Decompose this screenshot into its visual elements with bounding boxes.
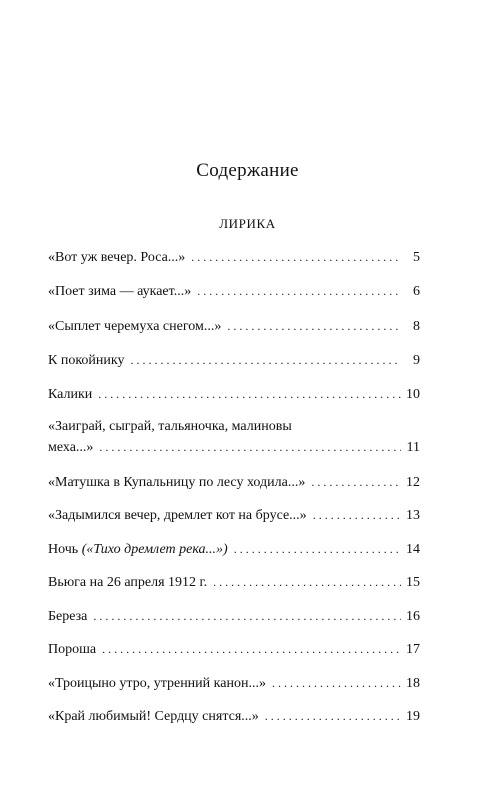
toc-entry-title: «Заиграй, сыграй, тальяночка, малиновы [48,419,292,434]
dot-leader [131,348,401,372]
dot-leader [234,537,401,561]
toc-entry-page: 17 [406,642,420,657]
toc-entry-page: 8 [413,319,420,334]
toc-entry-page: 9 [413,353,420,368]
dot-leader [227,314,401,338]
toc-entry-title-main: Ночь [48,542,82,557]
toc-entry[interactable] [48,348,420,372]
toc-entry-title: «Вот уж вечер. Роса...» [48,250,186,265]
toc-entry-page: 14 [406,542,420,557]
dot-leader [197,279,401,303]
toc-entry-page: 16 [406,609,420,624]
toc-entry[interactable] [48,279,420,303]
toc-entry[interactable] [48,570,420,594]
toc-entry-title: Пороша [48,642,97,657]
section-heading: ЛИРИКА [219,216,276,231]
toc-entry-title-continued: меха...» [48,440,94,455]
toc-entry-page: 13 [406,508,420,523]
dot-leader [99,435,401,459]
toc-entry-page: 19 [406,709,420,724]
toc-entry-title: «Край любимый! Сердцу снятся...» [48,709,259,724]
toc-entry[interactable] [48,671,420,695]
toc-entry-page: 15 [406,575,420,590]
dot-leader [265,704,401,728]
dot-leader [213,570,401,594]
dot-leader [93,604,401,628]
toc-entry[interactable] [48,415,420,459]
dot-leader [272,671,401,695]
toc-entry-title: «Матушка в Купальницу по лесу ходила...» [48,475,306,490]
toc-entry-title: Вьюга на 26 апреля 1912 г. [48,575,208,590]
dot-leader [311,470,401,494]
toc-entry-page: 10 [406,387,420,402]
toc-entry-subtitle: («Тихо дремлет река...») [81,542,228,557]
toc-entry-title: Береза [48,609,88,624]
dot-leader [98,382,401,406]
toc-entry[interactable] [48,245,420,269]
toc-entry[interactable] [48,470,420,494]
toc-entry-title: «Сыплет черемуха снегом...» [48,319,222,334]
toc-entry[interactable] [48,503,420,527]
toc-entry-title: «Троицыно утро, утренний канон...» [48,676,266,691]
toc-entry-page: 12 [406,475,420,490]
toc-entry-title: К покойнику [48,353,125,368]
toc-entry[interactable] [48,637,420,661]
dot-leader [313,503,401,527]
toc-entry-title: «Поет зима — аукает...» [48,284,192,299]
toc-entry-page: 6 [413,284,420,299]
toc-entry[interactable] [48,704,420,728]
toc-entry-title: Калики [48,387,93,402]
toc-entry-page: 5 [413,250,420,265]
toc-entry-page: 18 [406,676,420,691]
dot-leader [102,637,401,661]
toc-entry-title [48,538,228,562]
dot-leader [191,245,401,269]
toc-entry[interactable] [48,537,420,561]
toc-entry[interactable] [48,314,420,338]
toc-entry[interactable] [48,604,420,628]
page-title: Содержание [196,160,299,181]
toc-entry[interactable] [48,382,420,406]
toc-entry-title: «Задымился вечер, дремлет кот на брусе...» [48,508,307,523]
toc-entry-page: 11 [406,440,420,455]
